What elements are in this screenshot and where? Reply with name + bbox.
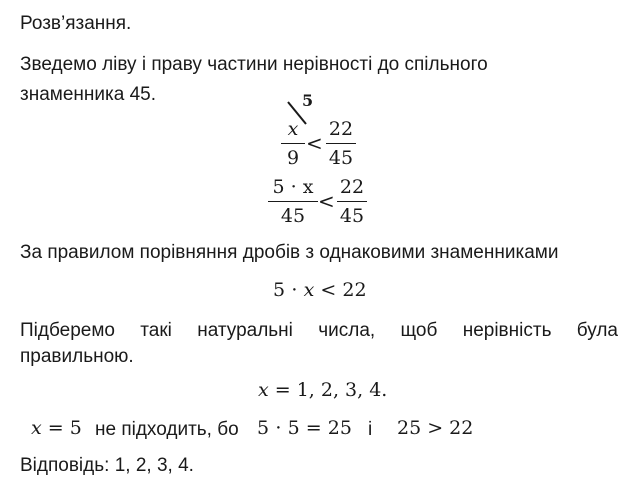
intro-line-2: знаменника 45. — [20, 84, 156, 105]
choose-line-1: Підберемо такі натуральні числа, щоб нерівність була — [20, 320, 618, 341]
numerator: x — [287, 118, 299, 140]
fraction-bar — [337, 201, 367, 202]
check-text: не підходить, бо — [95, 419, 239, 440]
ineq-right: < 22 — [314, 279, 367, 301]
choose-line-2: правильною. — [20, 346, 134, 367]
check-and: і — [368, 419, 373, 440]
denominator: 45 — [328, 147, 354, 169]
ineq-left: 5 ⋅ — [273, 279, 304, 301]
fraction-bar — [326, 143, 356, 144]
solution-set — [258, 379, 387, 401]
solution-heading: Розв’язання. — [20, 13, 132, 34]
ineq-var: x — [303, 279, 315, 301]
check-var: x — [31, 417, 42, 439]
fraction-22-over-45 — [337, 175, 367, 228]
inequality-5x-less-22 — [273, 279, 367, 301]
less-than-sign: < — [318, 189, 335, 213]
check-eq: = 5 — [41, 417, 82, 439]
answer-values: 1, 2, 3, 4. — [114, 455, 194, 476]
solution-values: = 1, 2, 3, 4. — [268, 379, 388, 401]
numerator: 5 · x — [272, 176, 314, 198]
less-than-sign: < — [306, 131, 323, 155]
fraction-5x-over-45 — [268, 175, 318, 228]
fraction-22-over-45 — [326, 117, 356, 170]
check-compare: 25 > 22 — [397, 417, 474, 439]
common-factor-annotation: 5 — [302, 91, 314, 110]
denominator: 9 — [286, 147, 300, 169]
fraction-x-over-9 — [281, 117, 305, 170]
check-calc: 5 ⋅ 5 = 25 — [257, 417, 352, 439]
numerator: 22 — [339, 176, 365, 198]
fraction-bar — [268, 201, 318, 202]
intro-line-1: Зведемо ліву і праву частини нерівності до спільного — [20, 54, 488, 75]
answer-label: Відповідь: — [20, 455, 115, 476]
numerator: 22 — [328, 118, 354, 140]
answer-line — [20, 454, 194, 478]
denominator: 45 — [280, 205, 306, 227]
fraction-bar — [281, 143, 305, 144]
denominator: 45 — [339, 205, 365, 227]
check-x-equals-5 — [31, 417, 82, 439]
solution-var: x — [258, 379, 269, 401]
rule-sentence: За правилом порівняння дробів з однаковими знаменниками — [20, 242, 559, 263]
